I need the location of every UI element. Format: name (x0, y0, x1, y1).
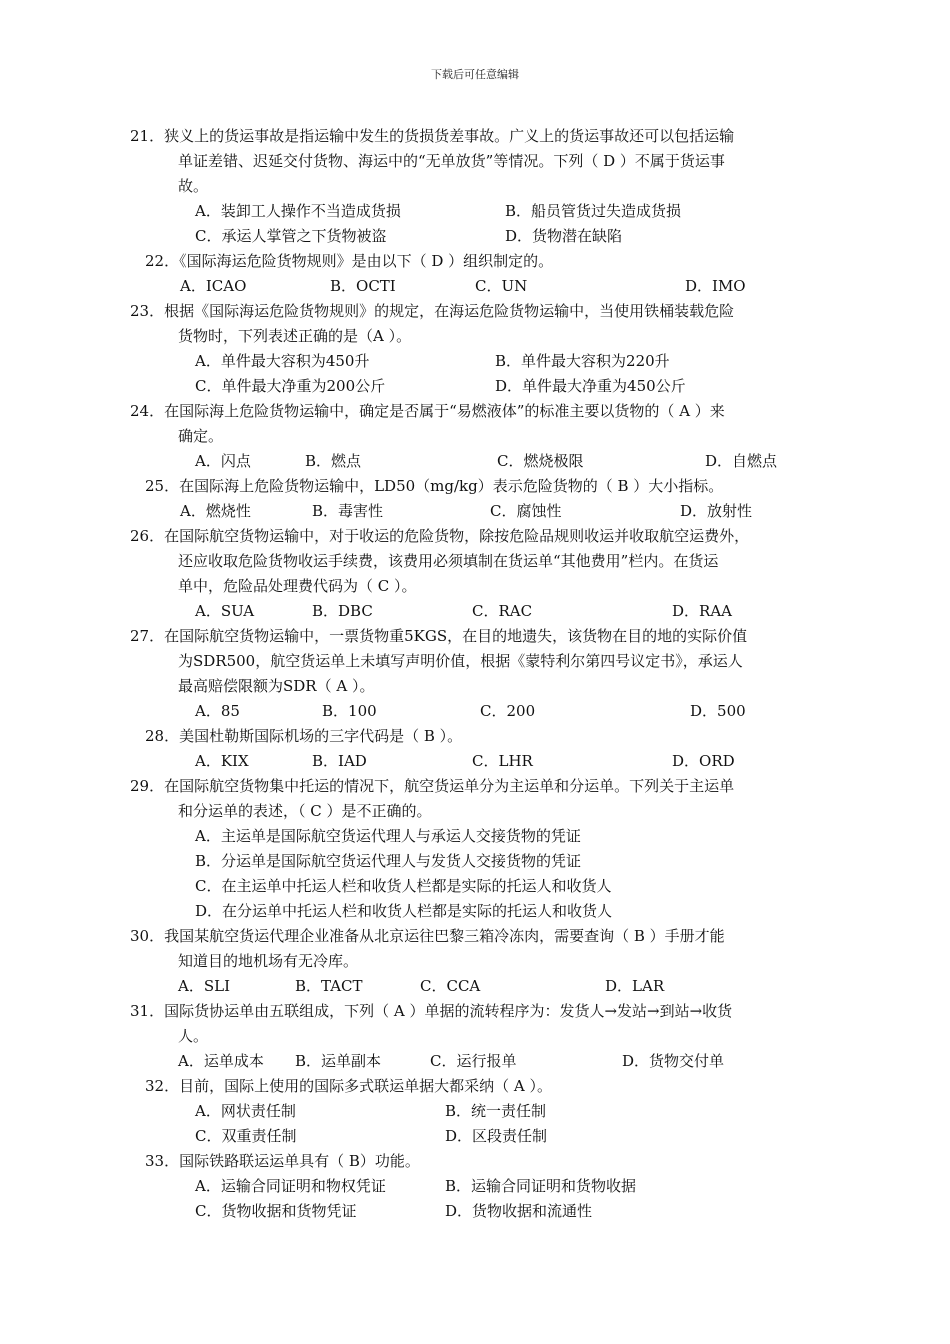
option: D．单件最大净重为450公斤 (495, 377, 686, 395)
question-text: 故。 (178, 177, 209, 195)
option: A．85 (195, 702, 240, 720)
question-text: 32．目前，国际上使用的国际多式联运单据大都采纳（ A ）。 (145, 1077, 552, 1095)
option: B．100 (322, 702, 377, 720)
option: D．货物交付单 (622, 1052, 725, 1070)
option: C．UN (475, 277, 528, 295)
option: D．区段责任制 (445, 1127, 548, 1145)
option: C．LHR (472, 752, 533, 770)
option: B．运单副本 (295, 1052, 382, 1070)
option: B．单件最大容积为220升 (495, 352, 670, 370)
option: D．500 (690, 702, 746, 720)
option: A．主运单是国际航空货运代理人与承运人交接货物的凭证 (195, 827, 581, 845)
question-text: 和分运单的表述，（ C ）是不正确的。 (178, 802, 432, 820)
question-text: 26．在国际航空货物运输中，对于收运的危险货物，除按危险品规则收运并收取航空运费外， (130, 527, 750, 545)
option: A．闪点 (195, 452, 251, 470)
option: B．TACT (295, 977, 363, 995)
option: B．船员管货过失造成货损 (505, 202, 682, 220)
question-text: 人。 (178, 1027, 209, 1045)
option: C．在主运单中托运人栏和收货人栏都是实际的托运人和收货人 (195, 877, 612, 895)
question-text: 28．美国杜勒斯国际机场的三字代码是（ B ）。 (145, 727, 463, 745)
question-text: 单中，危险品处理费代码为（ C ）。 (178, 577, 417, 595)
question-text: 29．在国际航空货物集中托运的情况下，航空货运单分为主运单和分运单。下列关于主运单 (130, 777, 735, 795)
option: B．统一责任制 (445, 1102, 547, 1120)
option: D．在分运单中托运人栏和收货人栏都是实际的托运人和收货人 (195, 902, 613, 920)
question-text: 最高赔偿限额为SDR（ A ）。 (178, 677, 375, 695)
option: A．ICAO (180, 277, 247, 295)
option: D．LAR (605, 977, 665, 995)
question-text: 24．在国际海上危险货物运输中，确定是否属于“易燃液体”的标准主要以货物的（ A ）来 (130, 402, 725, 420)
question-text: 22．《国际海运危险货物规则》是由以下（ D ）组织制定的。 (145, 252, 554, 270)
option: A．单件最大容积为450升 (195, 352, 370, 370)
option: B．IAD (312, 752, 367, 770)
option: B．OCTI (330, 277, 396, 295)
option: B．燃点 (305, 452, 362, 470)
option: D．货物收据和流通性 (445, 1202, 593, 1220)
option: D．RAA (672, 602, 732, 620)
option: B．DBC (312, 602, 373, 620)
option: C．承运人掌管之下货物被盗 (195, 227, 387, 245)
option: A．燃烧性 (180, 502, 251, 520)
question-text: 27．在国际航空货物运输中，一票货物重5KGS，在目的地遗失，该货物在目的地的实际价值 (130, 627, 748, 645)
option: C．腐蚀性 (490, 502, 562, 520)
question-text: 确定。 (178, 427, 224, 445)
option: D．ORD (672, 752, 735, 770)
question-text: 25．在国际海上危险货物运输中，LD50（mg/kg）表示危险货物的（ B ）大小指标。 (145, 477, 724, 495)
option: A．SLI (178, 977, 230, 995)
question-text: 知道目的地机场有无冷库。 (178, 952, 359, 970)
option: A．运输合同证明和物权凭证 (195, 1177, 386, 1195)
option: D．自燃点 (705, 452, 778, 470)
option: D．IMO (685, 277, 746, 295)
question-text: 货物时，下列表述正确的是（A ）。 (178, 327, 412, 345)
option: A．运单成本 (178, 1052, 264, 1070)
option: C．单件最大净重为200公斤 (195, 377, 386, 395)
option: A．装卸工人操作不当造成货损 (195, 202, 401, 220)
question-text: 为SDR500，航空货运单上未填写声明价值，根据《蒙特利尔第四号议定书》，承运人 (178, 652, 743, 670)
question-text: 30．我国某航空货运代理企业准备从北京运往巴黎三箱冷冻肉，需要查询（ B ）手册才能 (130, 927, 725, 945)
option: C．200 (480, 702, 536, 720)
option: B．毒害性 (312, 502, 384, 520)
option: D．放射性 (680, 502, 753, 520)
option: C．RAC (472, 602, 533, 620)
question-text: 21．狭义上的货运事故是指运输中发生的货损货差事故。广义上的货运事故还可以包括运输 (130, 127, 735, 145)
option: A．KIX (195, 752, 249, 770)
option: C．CCA (420, 977, 481, 995)
option: B．分运单是国际航空货运代理人与发货人交接货物的凭证 (195, 852, 582, 870)
option: A．网状责任制 (195, 1102, 296, 1120)
question-text: 单证差错、迟延交付货物、海运中的“无单放货”等情况。下列（ D ）不属于货运事 (178, 152, 725, 170)
option: C．货物收据和货物凭证 (195, 1202, 357, 1220)
option: D．货物潜在缺陷 (505, 227, 623, 245)
question-text: 31．国际货协运单由五联组成，下列（ A ）单据的流转程序为：发货人→发站→到站→收货 (130, 1002, 733, 1020)
question-text: 33．国际铁路联运运单具有（ B）功能。 (145, 1152, 420, 1170)
option: C．燃烧极限 (497, 452, 584, 470)
page-header: 下载后可任意编辑 (431, 68, 519, 81)
option: A．SUA (195, 602, 255, 620)
question-text: 23．根据《国际海运危险货物规则》的规定，在海运危险货物运输中，当使用铁桶装载危险 (130, 302, 735, 320)
question-text: 还应收取危险货物收运手续费，该费用必须填制在货运单“其他费用”栏内。在货运 (178, 552, 719, 570)
option: C．运行报单 (430, 1052, 517, 1070)
option: C．双重责任制 (195, 1127, 297, 1145)
option: B．运输合同证明和货物收据 (445, 1177, 637, 1195)
